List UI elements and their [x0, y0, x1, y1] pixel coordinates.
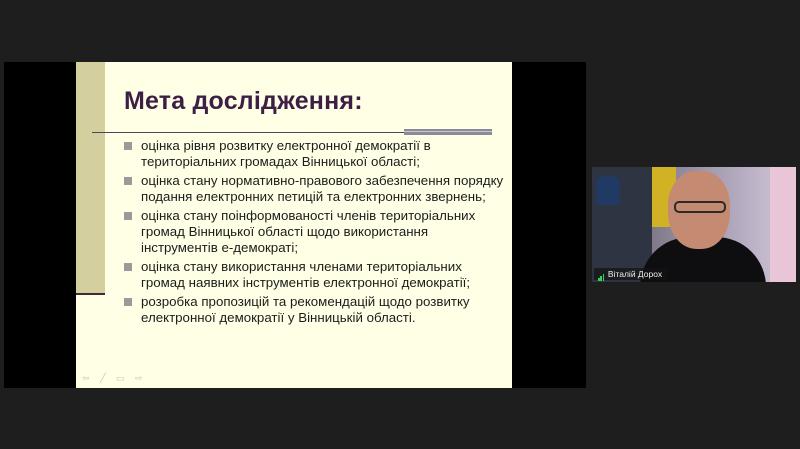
bullet-list: [124, 138, 504, 330]
menu-icon[interactable]: ▭: [116, 373, 128, 383]
square-bullet-icon: [124, 263, 132, 271]
square-bullet-icon: [124, 212, 132, 220]
slide-accent-divider: [76, 293, 105, 295]
bullet-text: розробка пропозицій та рекомендацій щодо розвитку електронної демократії у Вінницькій області.: [141, 294, 470, 325]
pen-icon[interactable]: ╱: [100, 373, 109, 383]
slide-title: Мета дослідження:: [124, 87, 363, 115]
prev-arrow-icon[interactable]: ⇦: [82, 373, 93, 383]
slide-accent-bar: [76, 62, 105, 295]
participant-name: Віталій Дорох: [607, 269, 663, 279]
bullet-text: оцінка стану використання членами територіальних громад наявних інструментів електронної демократії;: [141, 259, 471, 290]
square-bullet-icon: [124, 142, 132, 150]
bullet-text: оцінка стану нормативно-правового забезпечення порядку подання електронних петицій та електронних звернень;: [141, 173, 504, 204]
slideshow-navigation: [82, 373, 148, 384]
video-background-wall: [770, 167, 796, 282]
bullet-item: [124, 208, 504, 255]
bullet-item: [124, 138, 504, 169]
participant-video-tile[interactable]: [592, 167, 796, 282]
title-underline-accent: [404, 129, 492, 135]
bullet-item: [124, 173, 504, 204]
bullet-item: [124, 294, 504, 325]
title-underline: [92, 132, 404, 133]
participant-name-tag: [594, 268, 667, 280]
square-bullet-icon: [124, 298, 132, 306]
signal-bars-icon: [598, 269, 605, 281]
bullet-text: оцінка рівня розвитку електронної демократії в територіальних громадах Вінницької області;: [141, 138, 431, 169]
video-background-cap: [596, 175, 620, 205]
square-bullet-icon: [124, 177, 132, 185]
bullet-item: [124, 259, 504, 290]
participant-glasses: [674, 201, 726, 213]
next-arrow-icon[interactable]: ⇨: [135, 373, 146, 383]
presentation-slide: [76, 62, 512, 388]
bullet-text: оцінка стану поінформованості членів територіальних громад Вінницької області щодо використання інструментів е-демократі;: [141, 208, 476, 255]
